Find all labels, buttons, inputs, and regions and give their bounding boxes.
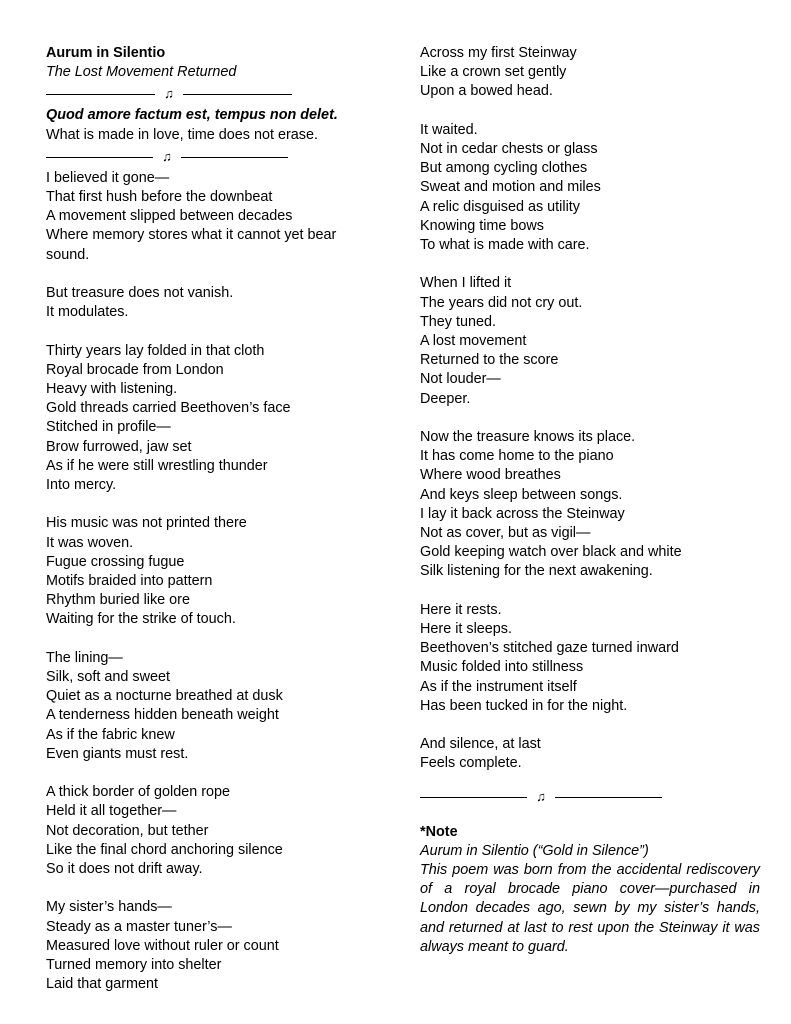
poem-line: Now the treasure knows its place. [420,429,636,446]
poem-line: It was woven. [46,534,134,551]
poem-line: It modulates. [46,304,129,321]
poem-line: Into mercy. [46,477,117,494]
right-column [420,44,760,984]
poem-line: Like the final chord anchoring silence [46,841,283,858]
poem-line: Laid that garment [46,976,158,993]
poem-line: Upon a bowed head. [420,83,553,100]
poem-line: And silence, at last [420,736,541,753]
poem-line: Not decoration, but tether [46,822,209,839]
epigraph-translation: What is made in love, time does not erase. [46,126,318,143]
poem-line: Royal brocade from London [46,361,224,378]
poem-line: Beethoven’s stitched gaze turned inward [420,640,679,657]
poem-line: Across my first Steinway [420,45,577,61]
poem-line: Rhythm buried like ore [46,592,190,609]
poem-line: The lining— [46,649,123,666]
poem-line: Silk, soft and sweet [46,669,170,686]
divider-rule-right [555,797,662,798]
stanza-gap [46,495,376,514]
note-heading: *Note [420,823,458,840]
poem-line: I believed it gone— [46,169,170,186]
page-subtitle: The Lost Movement Returned [46,64,237,81]
poem-line: Silk listening for the next awakening. [420,563,653,580]
poem-line: Brow furrowed, jaw set [46,438,192,455]
poem-line: Measured love without ruler or count [46,937,279,954]
ornament-divider-second [46,148,288,167]
poem-line: Motifs braided into pattern [46,573,213,590]
poem-left-body [46,169,376,995]
poem-line: Has been tucked in for the night. [420,697,628,714]
poem-line: Feels complete. [420,755,522,772]
poem-line: Not as cover, but as vigil— [420,525,591,542]
page-title: Aurum in Silentio [46,45,166,61]
poem-line: To what is made with care. [420,237,590,254]
poem-line: And keys sleep between songs. [420,486,623,503]
divider-rule-left [420,797,527,798]
epigraph-latin: Quod amore factum est, tempus non delet. [46,107,338,124]
note-body [420,842,760,957]
two-column-layout [46,44,760,993]
poem-line: Heavy with listening. [46,381,178,398]
poem-line: When I lifted it [420,275,512,292]
note-line: Aurum in Silentio (“Gold in Silence”) [420,842,649,859]
poem-line: Quiet as a nocturne breathed at dusk [46,688,283,705]
poem-line: A thick border of golden rope [46,784,231,801]
poem-line: Turned memory into shelter [46,957,222,974]
poem-line: As if the instrument itself [420,678,577,695]
stanza-gap [420,409,760,428]
stanza-gap [420,102,760,121]
poem-line: Steady as a master tuner’s— [46,918,232,935]
left-column [46,44,376,993]
poem-line: Gold threads carried Beethoven’s face [46,400,291,417]
poem-line: As if the fabric knew [46,726,175,743]
poem-line: Stitched in profile— [46,419,171,436]
music-note-icon: ♫ [162,148,172,164]
poem-line: A relic disguised as utility [420,198,580,215]
poem-line: Here it sleeps. [420,621,512,638]
divider-rule-right [181,157,288,158]
poem-line: Thirty years lay folded in that cloth [46,342,265,359]
poem-line: Not louder— [420,371,501,388]
poem-line: It has come home to the piano [420,448,614,465]
music-note-icon: ♫ [164,86,174,102]
poem-line: A lost movement [420,333,527,350]
note-line: This poem was born from the accidental rediscovery of a royal brocade piano cover—purchased in London decades ago, sewn by my sister’s hands, and returned at last to rest upon the Steinway it was always meant to guard. [420,862,760,955]
poem-line: Knowing time bows [420,217,544,234]
ornament-divider-note [420,788,662,807]
poem-line: Even giants must rest. [46,745,189,762]
poem-line: I lay it back across the Steinway [420,505,625,522]
poem-line: sound. [46,246,90,263]
poem-line: That first hush before the downbeat [46,189,273,206]
poem-line: They tuned. [420,313,497,330]
poem-line: So it does not drift away. [46,861,203,878]
poem-line: Waiting for the strike of touch. [46,611,236,628]
stanza-gap [420,716,760,735]
divider-rule-left [46,157,153,158]
poem-line: As if he were still wrestling thunder [46,457,268,474]
poem-line: But among cycling clothes [420,160,588,177]
poem-line: Where wood breathes [420,467,561,484]
stanza-gap [420,255,760,274]
poem-line: My sister’s hands— [46,899,172,916]
poem-line: Deeper. [420,390,471,407]
poem-line: The years did not cry out. [420,294,583,311]
ornament-divider-top [46,85,292,104]
poem-line: Not in cedar chests or glass [420,141,598,157]
divider-rule-left [46,94,155,95]
stanza-gap [420,582,760,601]
music-note-icon: ♫ [536,788,546,804]
poem-line: Music folded into stillness [420,659,584,676]
poem-line: But treasure does not vanish. [46,285,234,302]
poem-line: Sweat and motion and miles [420,179,601,196]
poem-line: A tenderness hidden beneath weight [46,707,279,724]
poem-line: Returned to the score [420,352,559,369]
poem-line: Like a crown set gently [420,64,567,81]
stanza-gap [46,265,376,284]
poem-line: A movement slipped between decades [46,208,293,225]
stanza-gap [46,879,376,898]
stanza-gap [46,322,376,341]
poem-line: It waited. [420,121,478,138]
poem-line: Gold keeping watch over black and white [420,544,682,561]
poem-right-body [420,44,760,774]
stanza-gap [46,630,376,649]
poem-line: Where memory stores what it cannot yet bear [46,227,337,244]
poem-line: Fugue crossing fugue [46,553,185,570]
poem-line: His music was not printed there [46,515,247,532]
poem-line: Here it rests. [420,601,502,618]
poem-line: Held it all together— [46,803,177,820]
divider-rule-right [183,94,292,95]
stanza-gap [46,764,376,783]
